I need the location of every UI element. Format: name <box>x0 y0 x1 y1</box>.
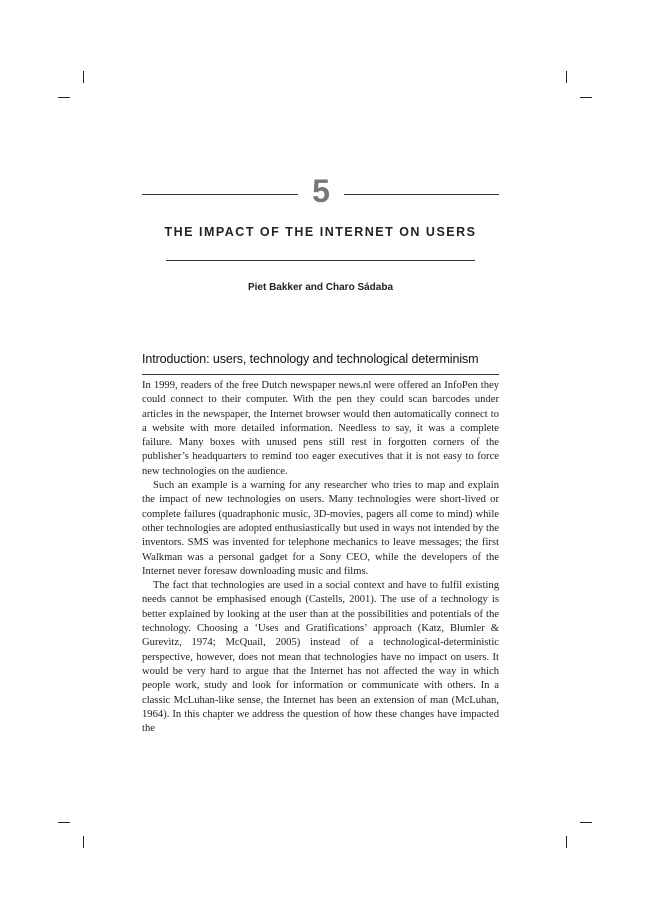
section-rule <box>142 374 499 375</box>
crop-mark-top-right-vertical <box>566 71 567 83</box>
crop-mark-bottom-right-vertical <box>566 836 567 848</box>
chapter-number: 5 <box>312 173 330 209</box>
title-rule <box>166 260 475 261</box>
chapter-title: THE IMPACT OF THE INTERNET ON USERS <box>164 225 477 239</box>
section-heading: Introduction: users, technology and technological determinism <box>142 352 479 366</box>
chapter-authors: Piet Bakker and Charo Sádaba <box>247 282 394 293</box>
crop-mark-top-left-vertical <box>83 71 84 83</box>
crop-mark-top-left-horizontal <box>58 97 70 98</box>
paragraph-2: Such an example is a warning for any researcher who tries to map and explain the impact of new technologies on users. Many technologies were short-lived or complete failures (quadraphonic music, 3D-movies, pagers all come to mind) while other technologies are adopted enthusiastically but used in ways not intended by the inventors. SMS was invented for telephone mechanics to leave messages; the first Walkman was a personal gadget for a Sony CEO, while the developers of the Internet never foresaw downloading music and films. <box>142 480 499 577</box>
crop-mark-bottom-left-horizontal <box>58 822 70 823</box>
chapter-rule-left <box>142 194 298 195</box>
crop-mark-bottom-right-horizontal <box>580 822 592 823</box>
crop-mark-top-right-horizontal <box>580 97 592 98</box>
paragraph-3: The fact that technologies are used in a social context and have to fulfil existing needs cannot be emphasised enough (Castells, 2001). The use of a technology is better explained by looking at the user than at the possibilities and potentials of the technology. Choosing a ‘Uses and Gratifications’ approach (Katz, Blumler & Gurevitz, 1974; McQuail, 2005) instead of a technological-deterministic perspective, however, does not mean that technologies have no impact on users. It would be very hard to argue that the Internet has not affected the way in which people work, study and look for information or communicate with others. In a classic McLuhan-like sense, the Internet has been an extension of man (McLuhan, 1964). In this chapter we address the question of how these changes have impacted the <box>142 580 499 735</box>
body-text <box>142 379 499 736</box>
chapter-rule-right <box>344 194 499 195</box>
paragraph-1: In 1999, readers of the free Dutch newspaper news.nl were offered an InfoPen they could connect to their computer. With the pen they could scan barcodes under articles in the newspaper, the Internet browser would then automatically connect to a website with more detailed information. Needless to say, it was a complete failure. Many boxes with unused pens still rest in forgotten corners of the publisher’s headquarters to remind too eager executives that it is not easy to force new technologies on the audience. <box>142 380 499 477</box>
crop-mark-bottom-left-vertical <box>83 836 84 848</box>
